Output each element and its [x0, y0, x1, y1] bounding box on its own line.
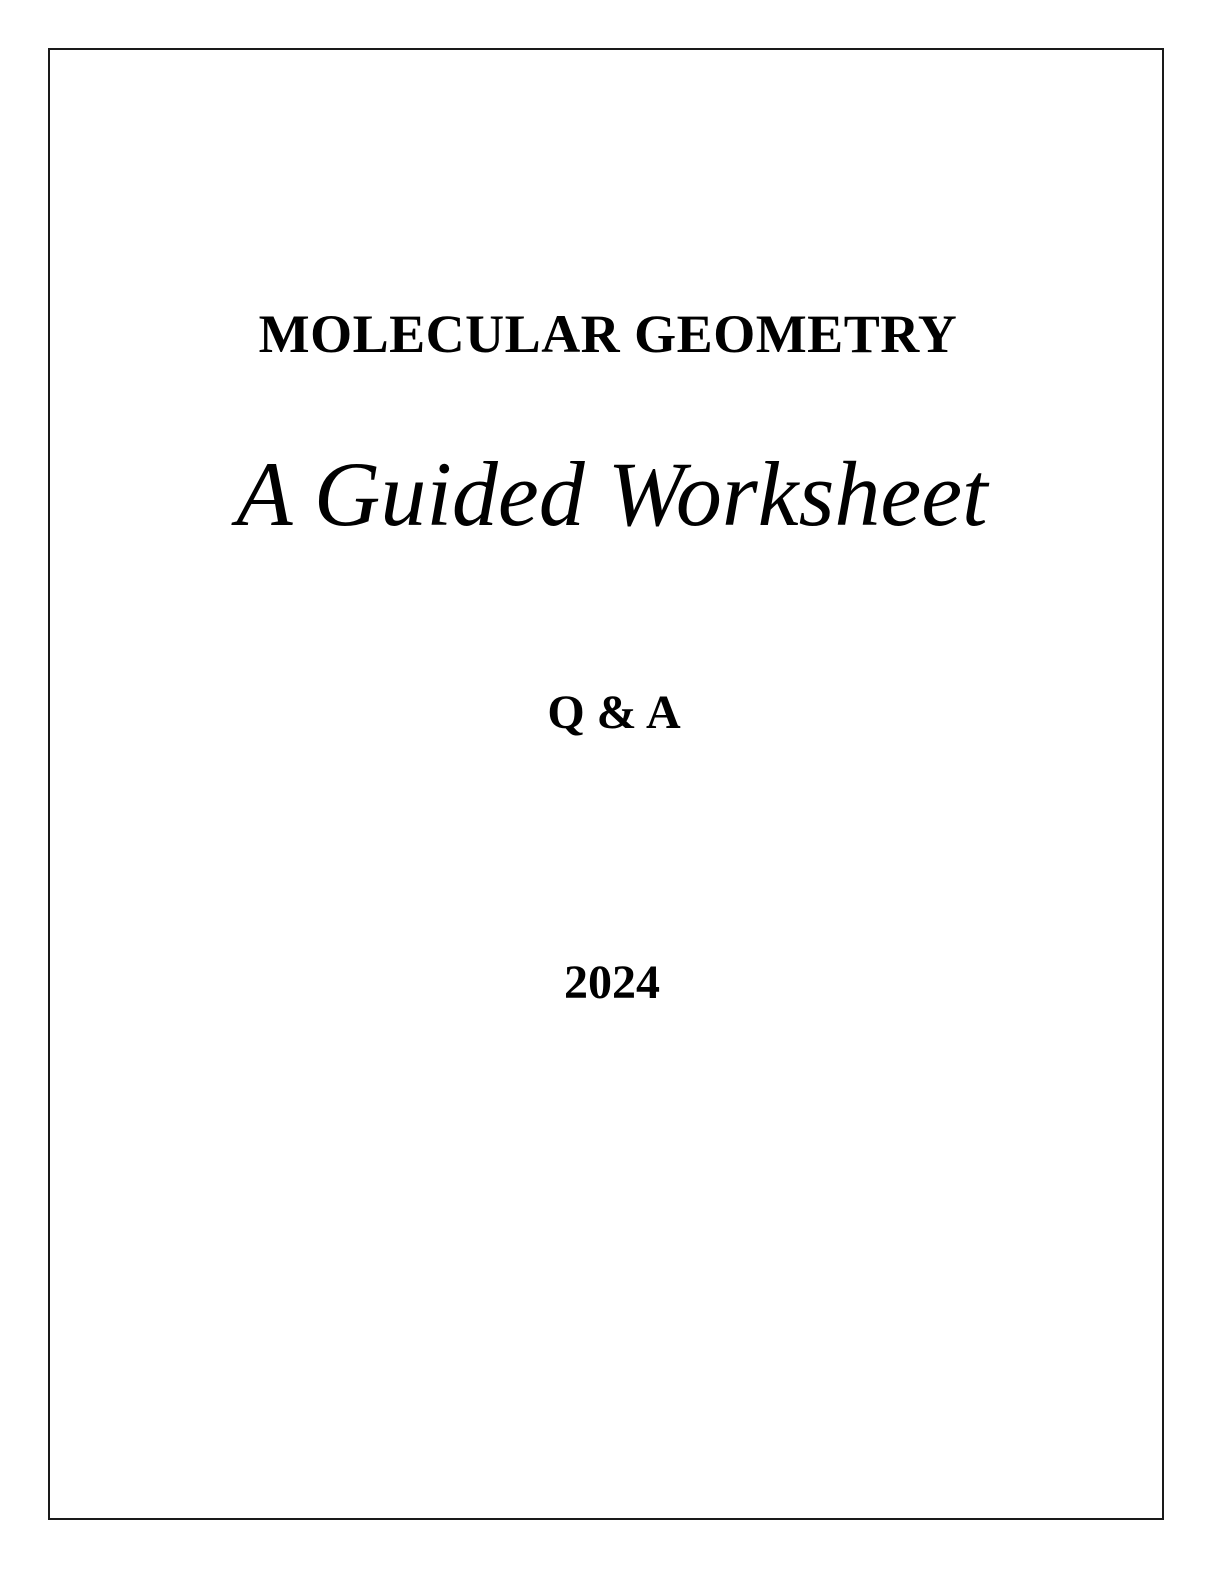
page-border	[48, 48, 1164, 1520]
document-title: MOLECULAR GEOMETRY	[258, 304, 958, 364]
section-label: Q & A	[547, 686, 681, 739]
document-subtitle: A Guided Worksheet	[236, 443, 988, 545]
document-year: 2024	[564, 956, 660, 1009]
